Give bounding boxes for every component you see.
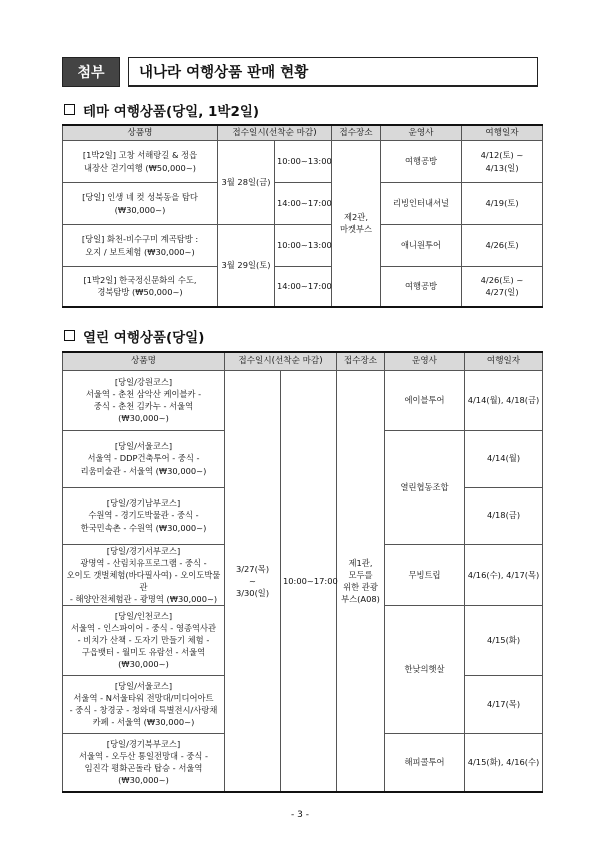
operator-cell: 열린협동조합 (385, 430, 465, 544)
product-cell: [당일] 화천-비수구미 계곡탐방 : 오지 / 보트체험 (₩30,000~) (63, 225, 218, 267)
reception-place-cell: 제2관, 마켓부스 (332, 141, 381, 307)
col-header-travel-date: 여행일자 (462, 125, 543, 141)
reception-time-cell: 10:00~13:00 (275, 141, 332, 183)
open-products-table (62, 351, 543, 793)
product-cell: [당일/경기북부코스] 서울역 - 오두산 통일전망대 - 중식 - 임진각 평화곤돌라 탑승 - 서울역 (₩30,000~) (63, 733, 225, 792)
attachment-header (62, 57, 538, 87)
col-header-operator: 운영사 (385, 352, 465, 370)
operator-cell: 여행공방 (381, 141, 462, 183)
travel-date-cell: 4/12(토) ~ 4/13(일) (462, 141, 543, 183)
square-bullet-icon (64, 330, 75, 341)
section1-heading (64, 100, 259, 120)
product-cell: [1박2일] 한국정신문화의 수도, 경북탐방 (₩50,000~) (63, 267, 218, 307)
col-header-product: 상품명 (63, 125, 218, 141)
product-cell: [당일/경기남부코스] 수원역 - 경기도박물관 - 중식 - 한국민속촌 - 수원역 (₩30,000~) (63, 487, 225, 544)
operator-cell: 리빙인터내셔널 (381, 183, 462, 225)
travel-date-cell: 4/14(월) (465, 430, 543, 487)
reception-time-cell: 10:00~13:00 (275, 225, 332, 267)
attachment-tag: 첨부 (62, 57, 120, 87)
travel-date-cell: 4/17(목) (465, 675, 543, 733)
product-cell: [1박2일] 고창 서해랑길 & 정읍 내장산 걷기여행 (₩50,000~) (63, 141, 218, 183)
col-header-reception-place: 접수장소 (337, 352, 385, 370)
travel-date-cell: 4/16(수), 4/17(목) (465, 544, 543, 605)
reception-place-cell: 제1관, 모두를 위한 관광 부스(A08) (337, 370, 385, 792)
reception-date-cell: 3/27(목) ~ 3/30(일) (225, 370, 281, 792)
product-cell: [당일] 인생 네 컷 성북동을 탐다 (₩30,000~) (63, 183, 218, 225)
travel-date-cell: 4/26(토) ~ 4/27(일) (462, 267, 543, 307)
reception-time-cell: 10:00~17:00 (281, 370, 337, 792)
reception-time-cell: 14:00~17:00 (275, 183, 332, 225)
reception-time-cell: 14:00~17:00 (275, 267, 332, 307)
col-header-reception-date: 접수일시(선착순 마감) (218, 125, 332, 141)
section1-title: 테마 여행상품(당일, 1박2일) (83, 104, 260, 120)
page-title: 내나라 여행상품 판매 현황 (128, 57, 538, 87)
travel-date-cell: 4/14(월), 4/18(금) (465, 370, 543, 430)
col-header-product: 상품명 (63, 352, 225, 370)
travel-date-cell: 4/15(화), 4/16(수) (465, 733, 543, 792)
product-cell: [당일/인천코스] 서울역 - 인스파이어 - 중식 - 영종역사관 - 비치가 산책 - 도자기 만들기 체험 - 구읍뱃터 - 월미도 유람선 - 서울역 (₩30,000~) (63, 605, 225, 675)
operator-cell: 한낮의햇살 (385, 605, 465, 733)
operator-cell: 해피콜투어 (385, 733, 465, 792)
col-header-operator: 운영사 (381, 125, 462, 141)
operator-cell: 에이블투어 (385, 370, 465, 430)
col-header-reception-date: 접수일시(선착순 마감) (225, 352, 337, 370)
product-cell: [당일/서울코스] 서울역 - DDP건축투어 - 중식 - 리움미술관 - 서울역 (₩30,000~) (63, 430, 225, 487)
product-cell: [당일/강원코스] 서울역 - 춘천 삼악산 케이블카 - 중식 - 춘천 김카누 - 서울역 (₩30,000~) (63, 370, 225, 430)
travel-date-cell: 4/18(금) (465, 487, 543, 544)
reception-date-cell: 3월 29일(토) (218, 225, 275, 307)
section2-heading (64, 326, 204, 346)
travel-date-cell: 4/15(화) (465, 605, 543, 675)
product-cell: [당일/경기서부코스] 광명역 - 산림치유프로그램 - 중식 - 오이도 갯벌체험(바다필사여) - 오이도박물관 - 해양안전체험관 - 광명역 (₩30,000~) (63, 544, 225, 605)
col-header-travel-date: 여행일자 (465, 352, 543, 370)
square-bullet-icon (64, 104, 75, 115)
reception-date-cell: 3월 28일(금) (218, 141, 275, 225)
section2-title: 열린 여행상품(당일) (83, 330, 205, 346)
product-cell: [당일/서울코스] 서울역 - N서울타워 전망대/미디어아트 - 중식 - 창경궁 - 청와대 특별전시/사랑채 카페 - 서울역 (₩30,000~) (63, 675, 225, 733)
col-header-reception-place: 접수장소 (332, 125, 381, 141)
travel-date-cell: 4/26(토) (462, 225, 543, 267)
travel-date-cell: 4/19(토) (462, 183, 543, 225)
operator-cell: 애니원투어 (381, 225, 462, 267)
page-number: - 3 - (291, 810, 309, 820)
operator-cell: 무빙트립 (385, 544, 465, 605)
operator-cell: 여행공방 (381, 267, 462, 307)
theme-products-table (62, 124, 543, 308)
